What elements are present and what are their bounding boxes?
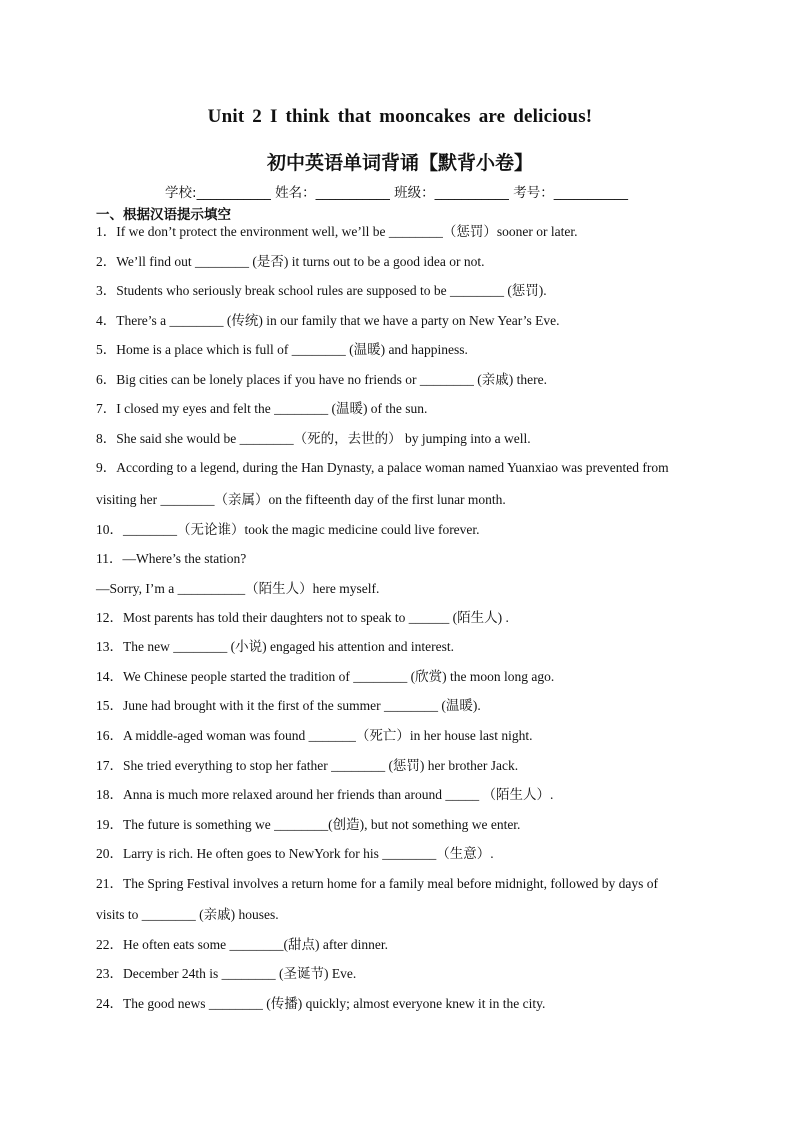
question-line: 14．We Chinese people started the tradition of ________ (欣赏) the moon long ago. [96, 669, 555, 684]
question-line: 22．He often eats some ________(甜点) after dinner. [96, 937, 389, 952]
question-line: 19．The future is something we ________(创造), but not something we enter. [96, 817, 521, 832]
question-line: 2．We’ll find out ________ (是否) it turns out to be a good idea or not. [96, 254, 485, 269]
page-title-english: Unit 2 I think that mooncakes are delicious! [207, 106, 593, 127]
name-blank: ___________ [315, 185, 390, 201]
question-line: 18．Anna is much more relaxed around her friends than around _____ （陌生人）. [96, 787, 554, 802]
question-line: 10．________（无论谁）took the magic medicine could live forever. [96, 522, 480, 537]
school-label: 学校: [165, 185, 197, 201]
question-line: 1．If we don’t protect the environment well, we’ll be ________（惩罚）sooner or later. [96, 224, 578, 239]
question-line: 16．A middle-aged woman was found _______（死亡）in her house last night. [96, 728, 533, 743]
question-line: 13．The new ________ (小说) engaged his attention and interest. [96, 639, 455, 654]
question-line: 12．Most parents has told their daughters not to speak to ______ (陌生人) . [96, 610, 509, 625]
school-blank: ___________ [196, 185, 271, 201]
question-line: 5．Home is a place which is full of ________ (温暖) and happiness. [96, 342, 468, 357]
question-line: visiting her ________（亲属）on the fifteenth day of the first lunar month. [96, 492, 506, 507]
question-line: 21．The Spring Festival involves a return home for a family meal before midnight, followed by days of [96, 876, 658, 891]
question-line: 6．Big cities can be lonely places if you have no friends or ________ (亲戚) there. [96, 372, 548, 387]
section-heading: 一、根据汉语提示填空 [96, 207, 231, 223]
question-line: 20．Larry is rich. He often goes to NewYork for his ________（生意）. [96, 846, 494, 861]
number-blank: ___________ [553, 185, 628, 201]
number-label: 考号： [513, 185, 554, 201]
question-line: 23．December 24th is ________ (圣诞节) Eve. [96, 966, 357, 981]
question-line: 9．According to a legend, during the Han Dynasty, a palace woman named Yuanxiao was prevented from [96, 460, 669, 475]
page-title-chinese: 初中英语单词背诵【默背小卷】 [266, 152, 533, 174]
student-info-row [165, 181, 628, 201]
question-line: 7．I closed my eyes and felt the ________ (温暖) of the sun. [96, 401, 428, 416]
question-line: 11．—Where’s the station? [96, 551, 247, 566]
question-line: 15．June had brought with it the first of the summer ________ (温暖). [96, 698, 481, 713]
question-line: 17．She tried everything to stop her father ________ (惩罚) her brother Jack. [96, 758, 519, 773]
question-line: 8．She said she would be ________（死的，去世的） by jumping into a well. [96, 431, 531, 446]
question-line: 3．Students who seriously break school rules are supposed to be ________ (惩罚). [96, 283, 547, 298]
question-line: 24．The good news ________ (传播) quickly; almost everyone knew it in the city. [96, 996, 546, 1011]
name-label: 姓名： [275, 185, 316, 201]
class-blank: ___________ [434, 185, 509, 201]
question-line: 4．There’s a ________ (传统) in our family that we have a party on New Year’s Eve. [96, 313, 560, 328]
question-line: —Sorry, I’m a __________（陌生人）here myself. [96, 581, 380, 596]
question-line: visits to ________ (亲戚) houses. [96, 907, 279, 922]
class-label: 班级： [394, 185, 435, 201]
